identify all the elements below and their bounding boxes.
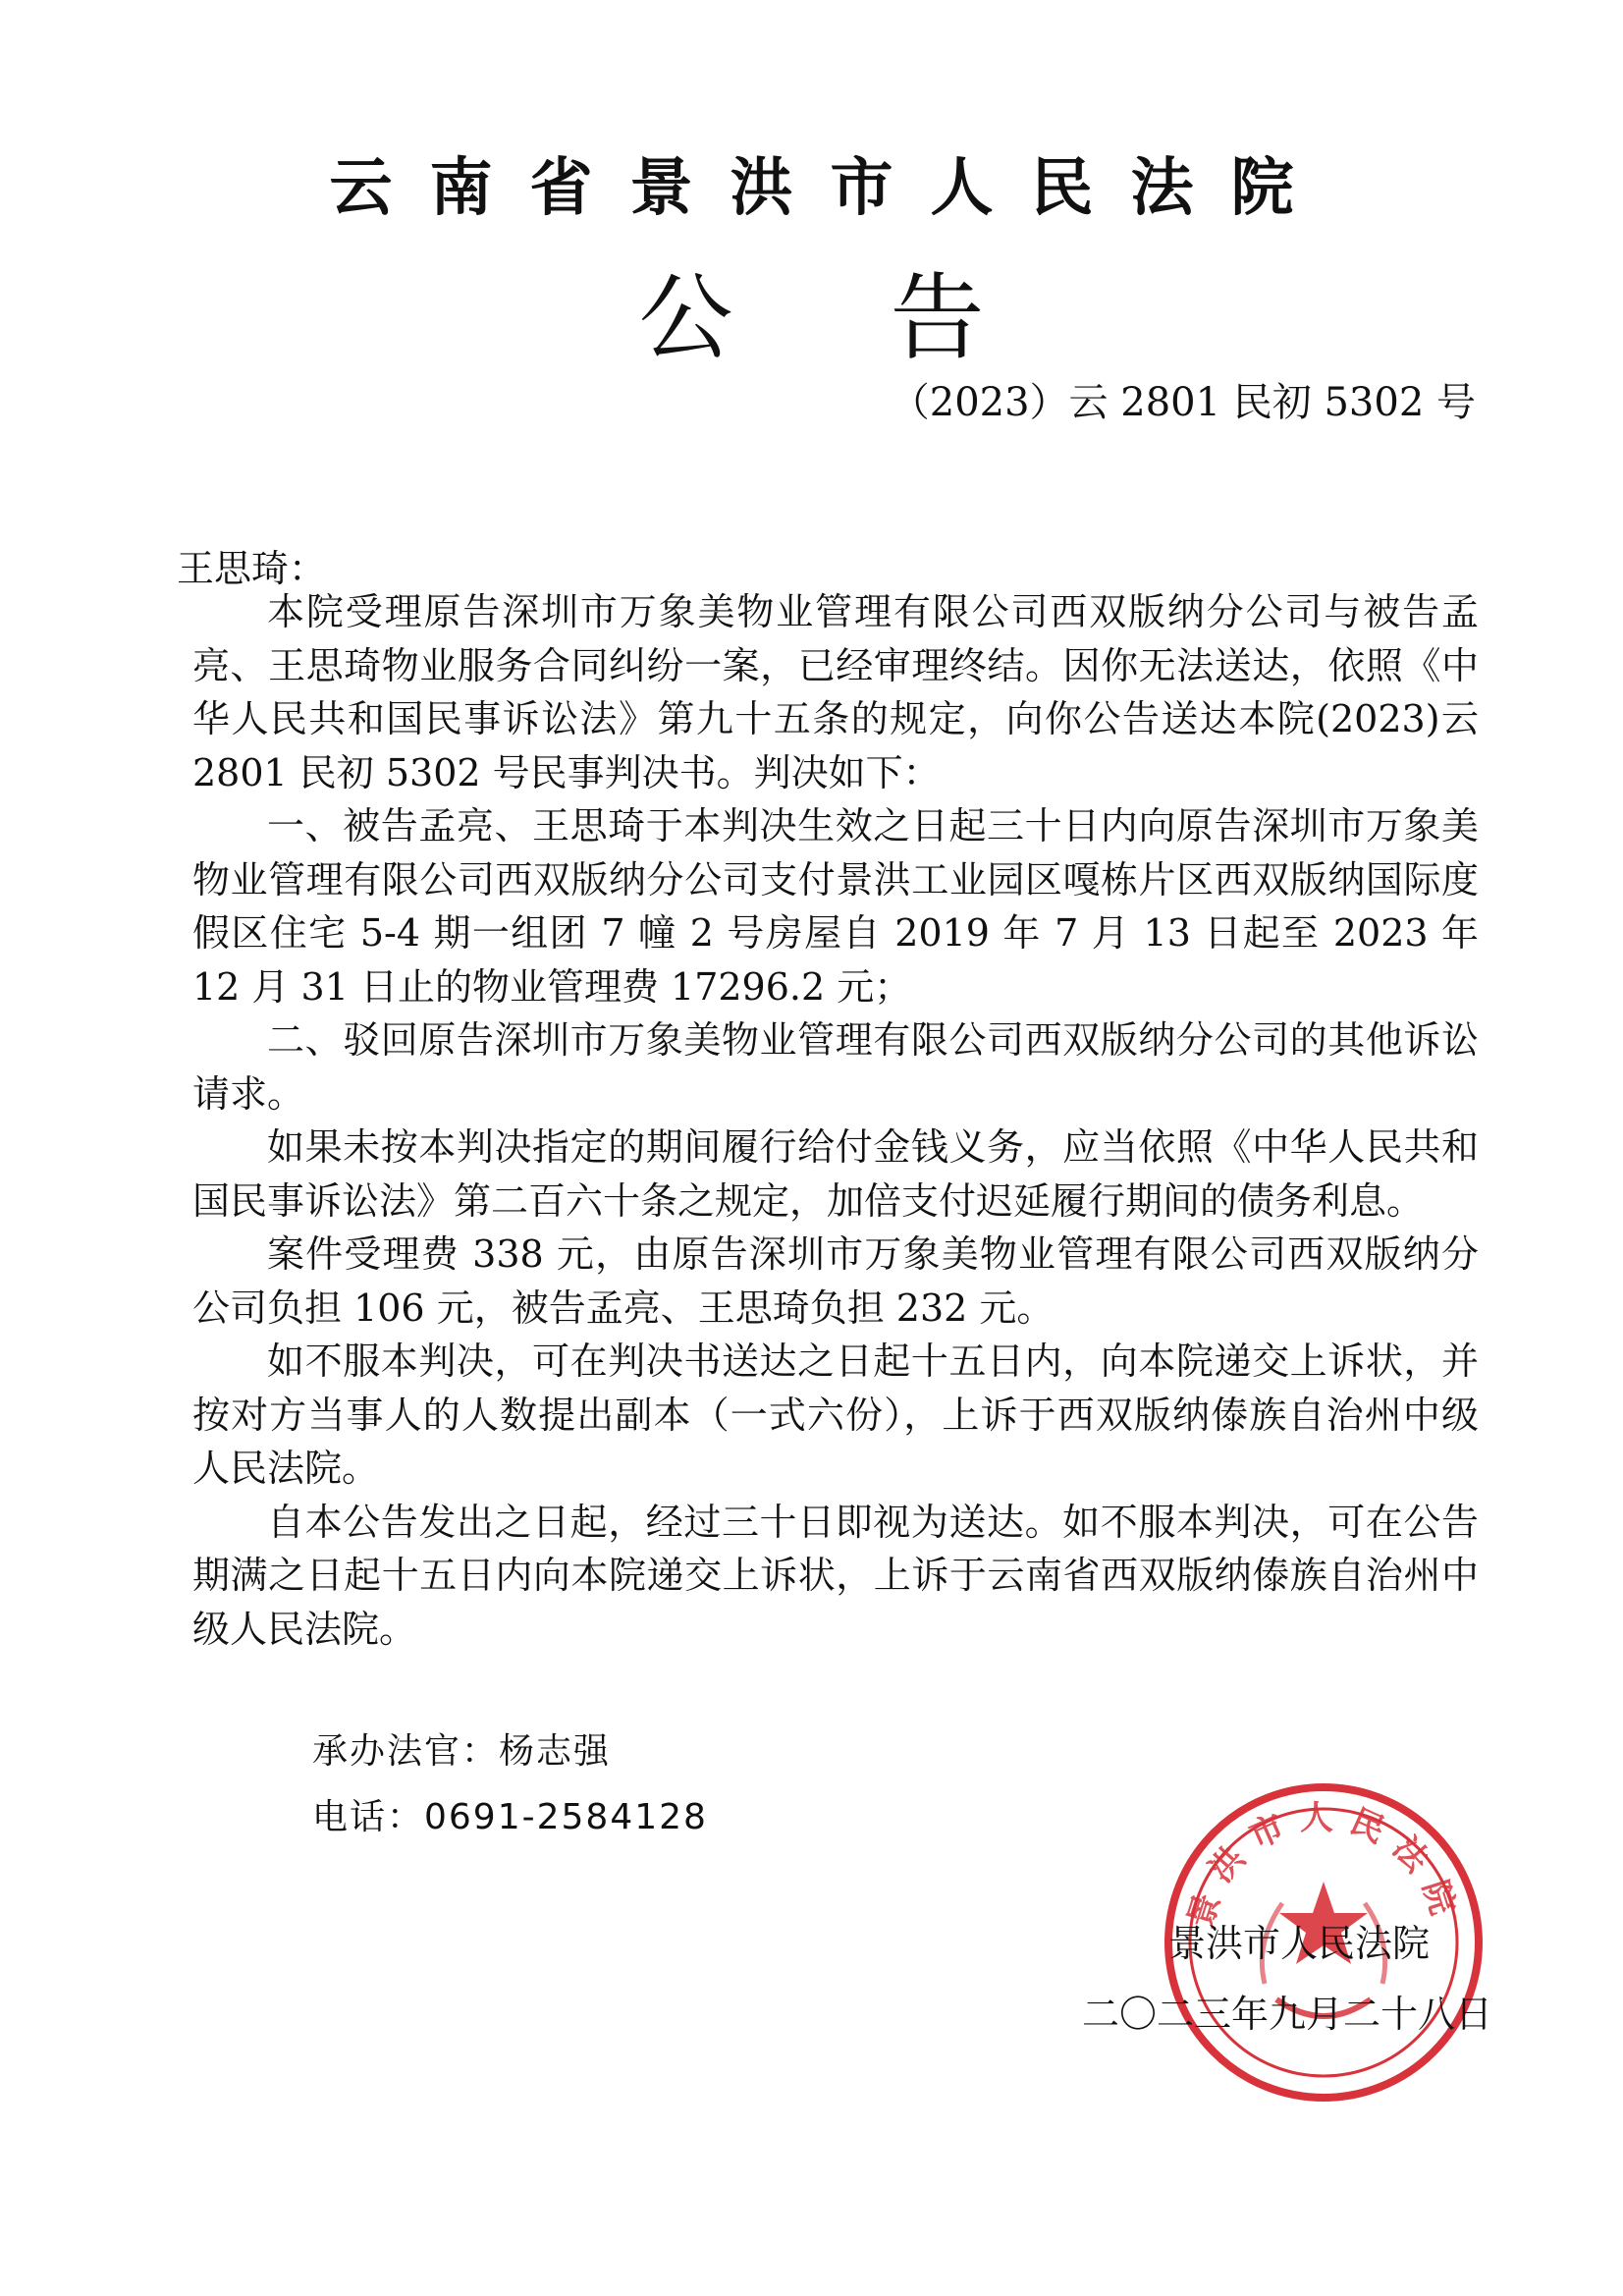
- paragraph-late-interest: 如果未按本判决指定的期间履行给付金钱义务，应当依照《中华人民共和国民事诉讼法》第二百六十条之规定，加倍支付迟延履行期间的债务利息。: [192, 1125, 1479, 1223]
- paragraph-intro: 本院受理原告深圳市万象美物业管理有限公司西双版纳分公司与被告孟亮、王思琦物业服务合同纠纷一案，已经审理终结。因你无法送达，依照《中华人民共和国民事诉讼法》第九十五条的规定，向你公告送达本院(2023)云 2801 民初 5302 号民事判决书。判决如下：: [192, 590, 1479, 794]
- addressee: 王思琦：: [177, 547, 327, 590]
- issuing-court: 景洪市人民法院: [1168, 1922, 1431, 1965]
- seal-lettering: 景洪市人民法院: [1180, 1798, 1467, 1933]
- paragraph-service: 自本公告发出之日起，经过三十日即视为送达。如不服本判决，可在公告期满之日起十五日内向本院递交上诉状，上诉于云南省西双版纳傣族自治州中级人民法院。: [192, 1500, 1479, 1651]
- judge-line: 承办法官：杨志强: [312, 1731, 612, 1772]
- paragraph-judgment-2: 二、驳回原告深圳市万象美物业管理有限公司西双版纳分公司的其他诉讼请求。: [192, 1018, 1479, 1116]
- issue-date: 二〇二三年九月二十八日: [1082, 1993, 1493, 2036]
- court-name: 云南省景洪市人民法院: [329, 152, 1331, 225]
- paragraph-court-fees: 案件受理费 338 元，由原告深圳市万象美物业管理有限公司西双版纳分公司负担 106 元，被告孟亮、王思琦负担 232 元。: [192, 1232, 1479, 1330]
- paragraph-appeal: 如不服本判决，可在判决书送达之日起十五日内，向本院递交上诉状，并按对方当事人的人数提出副本（一式六份），上诉于西双版纳傣族自治州中级人民法院。: [192, 1339, 1479, 1490]
- phone-line: 电话：0691-2584128: [312, 1797, 708, 1837]
- notice-body: [192, 585, 1479, 1656]
- paragraph-judgment-1: 一、被告孟亮、王思琦于本判决生效之日起三十日内向原告深圳市万象美物业管理有限公司西双版纳分公司支付景洪工业园区嘎栋片区西双版纳国际度假区住宅 5-4 期一组团 7 幢 2 号房屋自 2019 年 7 月 13 日起至 2023 年 12 月 31 日止的物业管理费 17296.2 元；: [192, 804, 1479, 1009]
- document-title: 公告: [638, 263, 1142, 373]
- case-number: （2023）云 2801 民初 5302 号: [890, 380, 1476, 425]
